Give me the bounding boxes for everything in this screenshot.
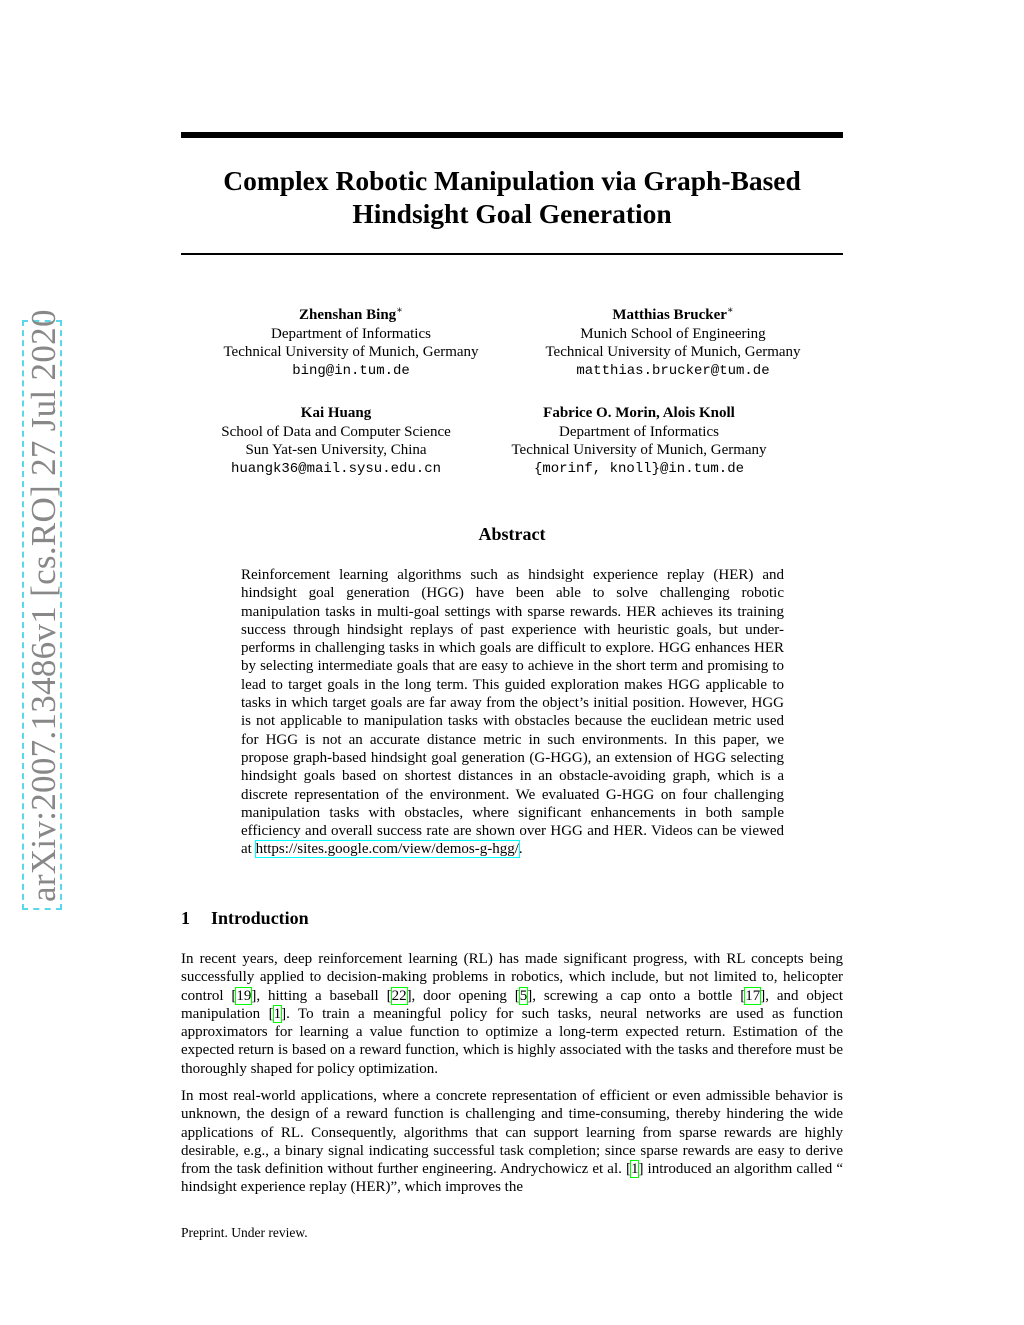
author-institution: Technical University of Munich, Germany — [511, 442, 767, 458]
text-run: In recent years, deep reinforcement learning (RL) has made significant progress, with RL concepts being successfully applied to decision-making problems in robotics, which include, but not limited to, helicopter control [ — [181, 951, 843, 1004]
abstract-body — [241, 566, 784, 859]
citation-link[interactable]: 19 — [236, 987, 252, 1004]
author-block-4 — [469, 404, 809, 478]
author-institution: Technical University of Munich, Germany — [545, 344, 801, 360]
author-block-3 — [166, 404, 506, 478]
citation-link[interactable]: 22 — [391, 987, 407, 1004]
author-affiliation: Department of Informatics — [559, 423, 719, 440]
author-name: Matthias Brucker — [612, 307, 727, 323]
author-block-2 — [503, 302, 843, 380]
author-email: bing@in.tum.de — [292, 362, 410, 379]
citation-link[interactable]: 1 — [630, 1161, 639, 1178]
text-run: ], hitting a baseball [ — [251, 987, 392, 1004]
paper-title: Complex Robotic Manipulation via Graph-Based Hindsight Goal Generation — [223, 165, 801, 229]
equal-contribution-mark: ∗ — [396, 305, 403, 316]
text-run: ]. To train a meaningful policy for such tasks, neural networks are used as function approximators for learning a value function to optimize a long-term expected return. Estimation of the expected return is based on a reward function, which is highly associated with the tasks and therefore must be thoroughly shaped for policy optimization. — [181, 1005, 843, 1077]
citation-link[interactable]: 1 — [273, 1005, 282, 1022]
text-run: ], door opening [ — [406, 987, 520, 1004]
author-name: Zhenshan Bing — [299, 307, 397, 323]
equal-contribution-mark: ∗ — [726, 305, 734, 316]
author-institution: Technical University of Munich, Germany — [223, 344, 479, 360]
intro-paragraph-1 — [181, 950, 843, 1078]
author-email: {morinf, knoll}@in.tum.de — [533, 460, 745, 477]
title-top-rule — [181, 132, 843, 138]
author-affiliation: Munich School of Engineering — [580, 325, 766, 342]
author-email: huangk36@mail.sysu.edu.cn — [230, 460, 442, 477]
author-affiliation: Department of Informatics — [271, 325, 431, 342]
preprint-footer: Preprint. Under review. — [181, 1225, 308, 1240]
text-run: In most real-world applications, where a concrete representation of efficient or even admissible behavior is unknown, the design of a reward function is challenging and time-consuming, thereby hindering the wide applications of RL. Consequently, algorithms that can support learning from sparse rewards are highly desirable, e.g., a binary signal indicating successful task completion; since sparse rewards are easy to derive from the task definition without further engineering. Andrychowicz et al. [ — [181, 1088, 843, 1178]
text-run: ], and object manipulation [ — [181, 987, 843, 1022]
abstract-heading: Abstract — [478, 524, 546, 544]
arxiv-identifier: arXiv:2007.13486v1 [cs.RO] 27 Jul 2020 — [22, 320, 62, 910]
abstract-end: . — [518, 841, 523, 858]
author-name: Kai Huang — [300, 405, 372, 421]
citation-link[interactable]: 5 — [519, 987, 528, 1004]
video-link[interactable]: https://sites.google.com/view/demos-g-hgg/ — [255, 841, 519, 858]
author-institution: Sun Yat-sen University, China — [245, 442, 427, 458]
section-number: 1 — [181, 908, 190, 928]
section-heading — [181, 908, 309, 929]
text-run: ], screwing a cap onto a bottle [ — [527, 987, 746, 1004]
author-email: matthias.brucker@tum.de — [576, 362, 770, 379]
author-affiliation: School of Data and Computer Science — [221, 423, 451, 440]
text-run: ] introduced an algorithm called “ hindsight experience replay (HER)”, which improves the — [181, 1161, 843, 1196]
title-bottom-rule — [181, 253, 843, 255]
section-title: Introduction — [211, 908, 309, 928]
intro-paragraph-2 — [181, 1087, 843, 1197]
abstract-text: Reinforcement learning algorithms such as hindsight experience replay (HER) and hindsight goal generation (HGG) have been able to solve challenging robotic manipulation tasks in multi-goal settings with sparse rewards. HER achieves its training success through hindsight replays of past experience with heuristic goals, but under-performs in challenging tasks in which goals are difficult to explore. HGG enhances HER by selecting intermediate goals that are easy to achieve in the short term and promising to lead to target goals in the long term. This guided exploration makes HGG applicable to tasks in which target goals are far away from the object’s initial position. However, HGG is not applicable to manipulation tasks with obstacles because the euclidean metric used for HGG is not an accurate distance metric in such environments. In this paper, we propose graph-based hindsight goal generation (G-HGG), an extension of HGG selecting hindsight goals based on shortest distances in an obstacle-avoiding graph, which is a discrete representation of the environment. We evaluated G-HGG on four challenging manipulation tasks with obstacles, where significant enhancements in both sample efficiency and overall success rate are shown over HGG and HER. Videos can be viewed at — [241, 567, 784, 858]
citation-link[interactable]: 17 — [745, 987, 761, 1004]
author-block-1 — [181, 302, 521, 380]
author-name: Fabrice O. Morin, Alois Knoll — [543, 405, 735, 421]
